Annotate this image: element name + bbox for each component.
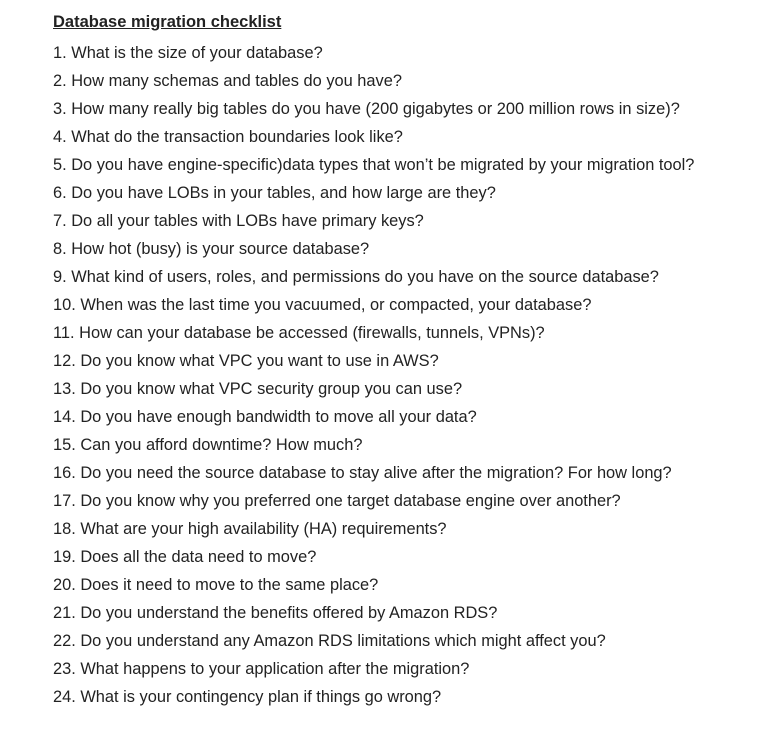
checklist-item-17: 17. Do you know why you preferred one target database engine over another? bbox=[53, 492, 621, 510]
checklist-item-2: 2. How many schemas and tables do you have? bbox=[53, 72, 402, 90]
checklist-item-16: 16. Do you need the source database to stay alive after the migration? For how long? bbox=[53, 464, 672, 482]
checklist-item-4: 4. What do the transaction boundaries look like? bbox=[53, 128, 403, 146]
checklist-item-6: 6. Do you have LOBs in your tables, and how large are they? bbox=[53, 184, 496, 202]
checklist-document bbox=[53, 11, 765, 711]
checklist-item-22: 22. Do you understand any Amazon RDS limitations which might affect you? bbox=[53, 632, 606, 650]
checklist-list bbox=[53, 39, 765, 711]
checklist-item-15: 15. Can you afford downtime? How much? bbox=[53, 436, 363, 454]
checklist-item-9: 9. What kind of users, roles, and permissions do you have on the source database? bbox=[53, 268, 659, 286]
checklist-item-24: 24. What is your contingency plan if things go wrong? bbox=[53, 688, 442, 706]
checklist-item-13: 13. Do you know what VPC security group you can use? bbox=[53, 380, 463, 398]
checklist-item-19: 19. Does all the data need to move? bbox=[53, 548, 317, 566]
checklist-item-21: 21. Do you understand the benefits offered by Amazon RDS? bbox=[53, 604, 498, 622]
checklist-item-11: 11. How can your database be accessed (firewalls, tunnels, VPNs)? bbox=[53, 324, 545, 342]
checklist-item-18: 18. What are your high availability (HA) requirements? bbox=[53, 520, 447, 538]
checklist-item-8: 8. How hot (busy) is your source database? bbox=[53, 240, 370, 258]
checklist-item-5: 5. Do you have engine-specific)data types that won’t be migrated by your migration tool? bbox=[53, 156, 695, 174]
checklist-item-23: 23. What happens to your application after the migration? bbox=[53, 660, 470, 678]
checklist-item-1: 1. What is the size of your database? bbox=[53, 44, 323, 62]
checklist-item-12: 12. Do you know what VPC you want to use in AWS? bbox=[53, 352, 439, 370]
checklist-item-10: 10. When was the last time you vacuumed, or compacted, your database? bbox=[53, 296, 592, 314]
checklist-title: Database migration checklist bbox=[53, 13, 282, 31]
checklist-item-7: 7. Do all your tables with LOBs have primary keys? bbox=[53, 212, 424, 230]
checklist-item-14: 14. Do you have enough bandwidth to move all your data? bbox=[53, 408, 477, 426]
checklist-item-20: 20. Does it need to move to the same place? bbox=[53, 576, 379, 594]
checklist-item-3: 3. How many really big tables do you have (200 gigabytes or 200 million rows in size)? bbox=[53, 100, 680, 118]
